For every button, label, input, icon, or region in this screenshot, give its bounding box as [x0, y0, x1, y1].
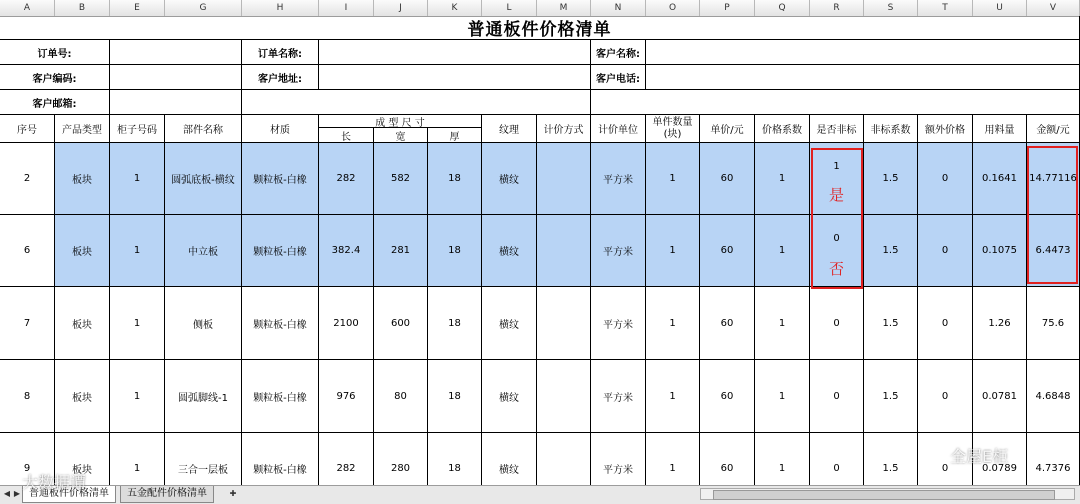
column-header-l[interactable]: L [482, 0, 537, 16]
customer-code-label[interactable]: 客户编码: [0, 65, 110, 90]
cell-t[interactable]: 18 [428, 360, 482, 433]
cell-unit[interactable]: 平方米 [591, 433, 646, 485]
sheet-tab-bar [0, 485, 1080, 504]
cell-usage[interactable]: 0.1641 [973, 143, 1027, 215]
cell-coef[interactable]: 1 [755, 215, 810, 287]
cell-coef[interactable]: 1 [755, 360, 810, 433]
cell-cab[interactable]: 1 [110, 360, 165, 433]
cell-l[interactable]: 282 [319, 433, 374, 485]
cell-l[interactable]: 2100 [319, 287, 374, 360]
customer-email-label[interactable]: 客户邮箱: [0, 90, 110, 115]
scrollbar-thumb[interactable] [713, 490, 1055, 500]
cell-qty[interactable]: 1 [646, 360, 700, 433]
header-size[interactable]: 成 型 尺 寸 [319, 115, 482, 128]
cell-name[interactable]: 侧板 [165, 287, 242, 360]
cell-price[interactable]: 60 [700, 287, 755, 360]
column-header-r[interactable]: R [810, 0, 864, 16]
column-header-v[interactable]: V [1027, 0, 1080, 16]
cell-grain[interactable]: 横纹 [482, 143, 537, 215]
cell-cab[interactable]: 1 [110, 215, 165, 287]
cell-l[interactable]: 282 [319, 143, 374, 215]
cell-qty[interactable]: 1 [646, 143, 700, 215]
column-header-m[interactable]: M [537, 0, 591, 16]
horizontal-scrollbar[interactable] [700, 488, 1075, 500]
cell-name[interactable]: 圆弧底板-横纹 [165, 143, 242, 215]
cell-method[interactable] [537, 360, 591, 433]
header-nonstd-coef[interactable]: 非标系数 [864, 115, 918, 143]
cell-ncoef[interactable]: 1.5 [864, 143, 918, 215]
cell-coef[interactable]: 1 [755, 433, 810, 485]
blank-cell[interactable] [242, 90, 591, 115]
column-header-b[interactable]: B [55, 0, 110, 16]
header-grain[interactable]: 纹理 [482, 115, 537, 143]
cell-seq[interactable]: 6 [0, 215, 55, 287]
cell-method[interactable] [537, 287, 591, 360]
cell-type[interactable]: 板块 [55, 215, 110, 287]
cell-w[interactable]: 281 [374, 215, 428, 287]
cell-ncoef[interactable]: 1.5 [864, 360, 918, 433]
cell-type[interactable]: 板块 [55, 287, 110, 360]
header-product-type[interactable]: 产品类型 [55, 115, 110, 143]
column-header-p[interactable]: P [700, 0, 755, 16]
header-usage[interactable]: 用料量 [973, 115, 1027, 143]
customer-address-value[interactable] [319, 65, 591, 90]
cell-extra[interactable]: 0 [918, 360, 973, 433]
header-extra-price[interactable]: 额外价格 [918, 115, 973, 143]
cell-usage[interactable]: 0.0789 [973, 433, 1027, 485]
header-cabinet-no[interactable]: 柜子号码 [110, 115, 165, 143]
cell-qty[interactable]: 1 [646, 433, 700, 485]
column-header-j[interactable]: J [374, 0, 428, 16]
cell-coef[interactable]: 1 [755, 287, 810, 360]
cell-nonstd[interactable]: 1 [810, 143, 864, 215]
cell-price[interactable]: 60 [700, 143, 755, 215]
cell-mat[interactable]: 颗粒板-白橡 [242, 215, 319, 287]
cell-usage[interactable]: 0.1075 [973, 215, 1027, 287]
cell-extra[interactable]: 0 [918, 433, 973, 485]
cell-grain[interactable]: 横纹 [482, 360, 537, 433]
cell-ncoef[interactable]: 1.5 [864, 433, 918, 485]
order-no-value[interactable] [110, 40, 242, 65]
customer-name-label[interactable]: 客户名称: [591, 40, 646, 65]
cell-amount[interactable]: 4.6848 [1027, 360, 1080, 433]
column-header-a[interactable]: A [0, 0, 55, 16]
column-header-h[interactable]: H [242, 0, 319, 16]
header-qty[interactable]: 单件数量(块) [646, 115, 700, 143]
cell-seq[interactable]: 9 [0, 433, 55, 485]
cell-qty[interactable]: 1 [646, 215, 700, 287]
annotation-no: 否 [829, 260, 845, 278]
customer-address-label[interactable]: 客户地址: [242, 65, 319, 90]
cell-amount[interactable]: 75.6 [1027, 287, 1080, 360]
cell-unit[interactable]: 平方米 [591, 360, 646, 433]
cell-nonstd[interactable]: 0 [810, 287, 864, 360]
blank-cell[interactable] [591, 90, 1080, 115]
cell-t[interactable]: 18 [428, 215, 482, 287]
header-material[interactable]: 材质 [242, 115, 319, 143]
first-sheet-icon[interactable]: ◀ [3, 489, 11, 498]
cell-seq[interactable]: 8 [0, 360, 55, 433]
cell-ncoef[interactable]: 1.5 [864, 215, 918, 287]
next-sheet-icon[interactable]: ▶ [13, 489, 21, 498]
cell-amount[interactable]: 4.7376 [1027, 433, 1080, 485]
cell-type[interactable]: 板块 [55, 433, 110, 485]
column-header-i[interactable]: I [319, 0, 374, 16]
cell-amount[interactable]: 6.4473 [1027, 215, 1080, 287]
column-header-q[interactable]: Q [755, 0, 810, 16]
column-header-k[interactable]: K [428, 0, 482, 16]
customer-name-value[interactable] [646, 40, 1080, 65]
cell-ncoef[interactable]: 1.5 [864, 287, 918, 360]
watermark-right: 全屋E柜 [950, 447, 1009, 466]
cell-price[interactable]: 60 [700, 433, 755, 485]
cell-grain[interactable]: 横纹 [482, 287, 537, 360]
watermark-left: 大数据谭 [22, 473, 87, 492]
header-nonstd[interactable]: 是否非标 [810, 115, 864, 143]
cell-mat[interactable]: 颗粒板-白橡 [242, 433, 319, 485]
cell-name[interactable]: 三合一层板 [165, 433, 242, 485]
cell-l[interactable]: 382.4 [319, 215, 374, 287]
column-header-e[interactable]: E [110, 0, 165, 16]
cell-type[interactable]: 板块 [55, 143, 110, 215]
column-header-s[interactable]: S [864, 0, 918, 16]
cell-nonstd[interactable]: 0 [810, 433, 864, 485]
cell-extra[interactable]: 0 [918, 215, 973, 287]
cell-w[interactable]: 80 [374, 360, 428, 433]
cell-w[interactable]: 280 [374, 433, 428, 485]
tab-sheet-boards[interactable]: 普通板件价格清单 [22, 486, 116, 503]
customer-email-value[interactable] [110, 90, 242, 115]
column-header-t[interactable]: T [918, 0, 973, 16]
header-amount[interactable]: 金额/元 [1027, 115, 1080, 143]
header-width[interactable]: 宽 [374, 128, 428, 143]
cell-method[interactable] [537, 433, 591, 485]
cell-price[interactable]: 60 [700, 360, 755, 433]
cell-t[interactable]: 18 [428, 433, 482, 485]
cell-w[interactable]: 600 [374, 287, 428, 360]
header-pricing-unit[interactable]: 计价单位 [591, 115, 646, 143]
spreadsheet-grid[interactable] [0, 16, 1080, 485]
order-name-value[interactable] [319, 40, 591, 65]
customer-phone-label[interactable]: 客户电话: [591, 65, 646, 90]
cell-l[interactable]: 976 [319, 360, 374, 433]
cell-name[interactable]: 中立板 [165, 215, 242, 287]
cell-extra[interactable]: 0 [918, 143, 973, 215]
cell-seq[interactable]: 7 [0, 287, 55, 360]
column-header-n[interactable]: N [591, 0, 646, 16]
cell-grain[interactable]: 横纹 [482, 433, 537, 485]
header-unit-price[interactable]: 单价/元 [700, 115, 755, 143]
column-header-u[interactable]: U [973, 0, 1027, 16]
header-seq[interactable]: 序号 [0, 115, 55, 143]
column-header-bar [0, 0, 1080, 17]
cell-unit[interactable]: 平方米 [591, 215, 646, 287]
tab-sheet-hardware[interactable]: 五金配件价格清单 [120, 486, 214, 503]
cell-method[interactable] [537, 143, 591, 215]
cell-coef[interactable]: 1 [755, 143, 810, 215]
customer-phone-value[interactable] [646, 65, 1080, 90]
cell-mat[interactable]: 颗粒板-白橡 [242, 360, 319, 433]
column-header-o[interactable]: O [646, 0, 700, 16]
cell-extra[interactable]: 0 [918, 287, 973, 360]
header-part-name[interactable]: 部件名称 [165, 115, 242, 143]
cell-usage[interactable]: 1.26 [973, 287, 1027, 360]
cell-nonstd[interactable]: 0 [810, 215, 864, 287]
cell-t[interactable]: 18 [428, 287, 482, 360]
cell-nonstd[interactable]: 0 [810, 360, 864, 433]
annotation-yes: 是 [829, 186, 845, 204]
cell-grain[interactable]: 横纹 [482, 215, 537, 287]
header-pricing-method[interactable]: 计价方式 [537, 115, 591, 143]
header-thick[interactable]: 厚 [428, 128, 482, 143]
cell-usage[interactable]: 0.0781 [973, 360, 1027, 433]
cell-unit[interactable]: 平方米 [591, 287, 646, 360]
cell-method[interactable] [537, 215, 591, 287]
cell-cab[interactable]: 1 [110, 433, 165, 485]
header-length[interactable]: 长 [319, 128, 374, 143]
customer-code-value[interactable] [110, 65, 242, 90]
cell-mat[interactable]: 颗粒板-白橡 [242, 287, 319, 360]
header-price-coef[interactable]: 价格系数 [755, 115, 810, 143]
cell-mat[interactable]: 颗粒板-白橡 [242, 143, 319, 215]
cell-t[interactable]: 18 [428, 143, 482, 215]
cell-amount[interactable]: 14.77116 [1027, 143, 1080, 215]
cell-qty[interactable]: 1 [646, 287, 700, 360]
cell-price[interactable]: 60 [700, 215, 755, 287]
cell-name[interactable]: 圆弧脚线-1 [165, 360, 242, 433]
cell-cab[interactable]: 1 [110, 287, 165, 360]
insert-sheet-icon[interactable]: ✚ [229, 489, 237, 498]
column-header-g[interactable]: G [165, 0, 242, 16]
cell-seq[interactable]: 2 [0, 143, 55, 215]
cell-unit[interactable]: 平方米 [591, 143, 646, 215]
order-name-label[interactable]: 订单名称: [242, 40, 319, 65]
cell-w[interactable]: 582 [374, 143, 428, 215]
sheet-title[interactable]: 普通板件价格清单 [0, 16, 1080, 40]
order-no-label[interactable]: 订单号: [0, 40, 110, 65]
cell-type[interactable]: 板块 [55, 360, 110, 433]
cell-cab[interactable]: 1 [110, 143, 165, 215]
